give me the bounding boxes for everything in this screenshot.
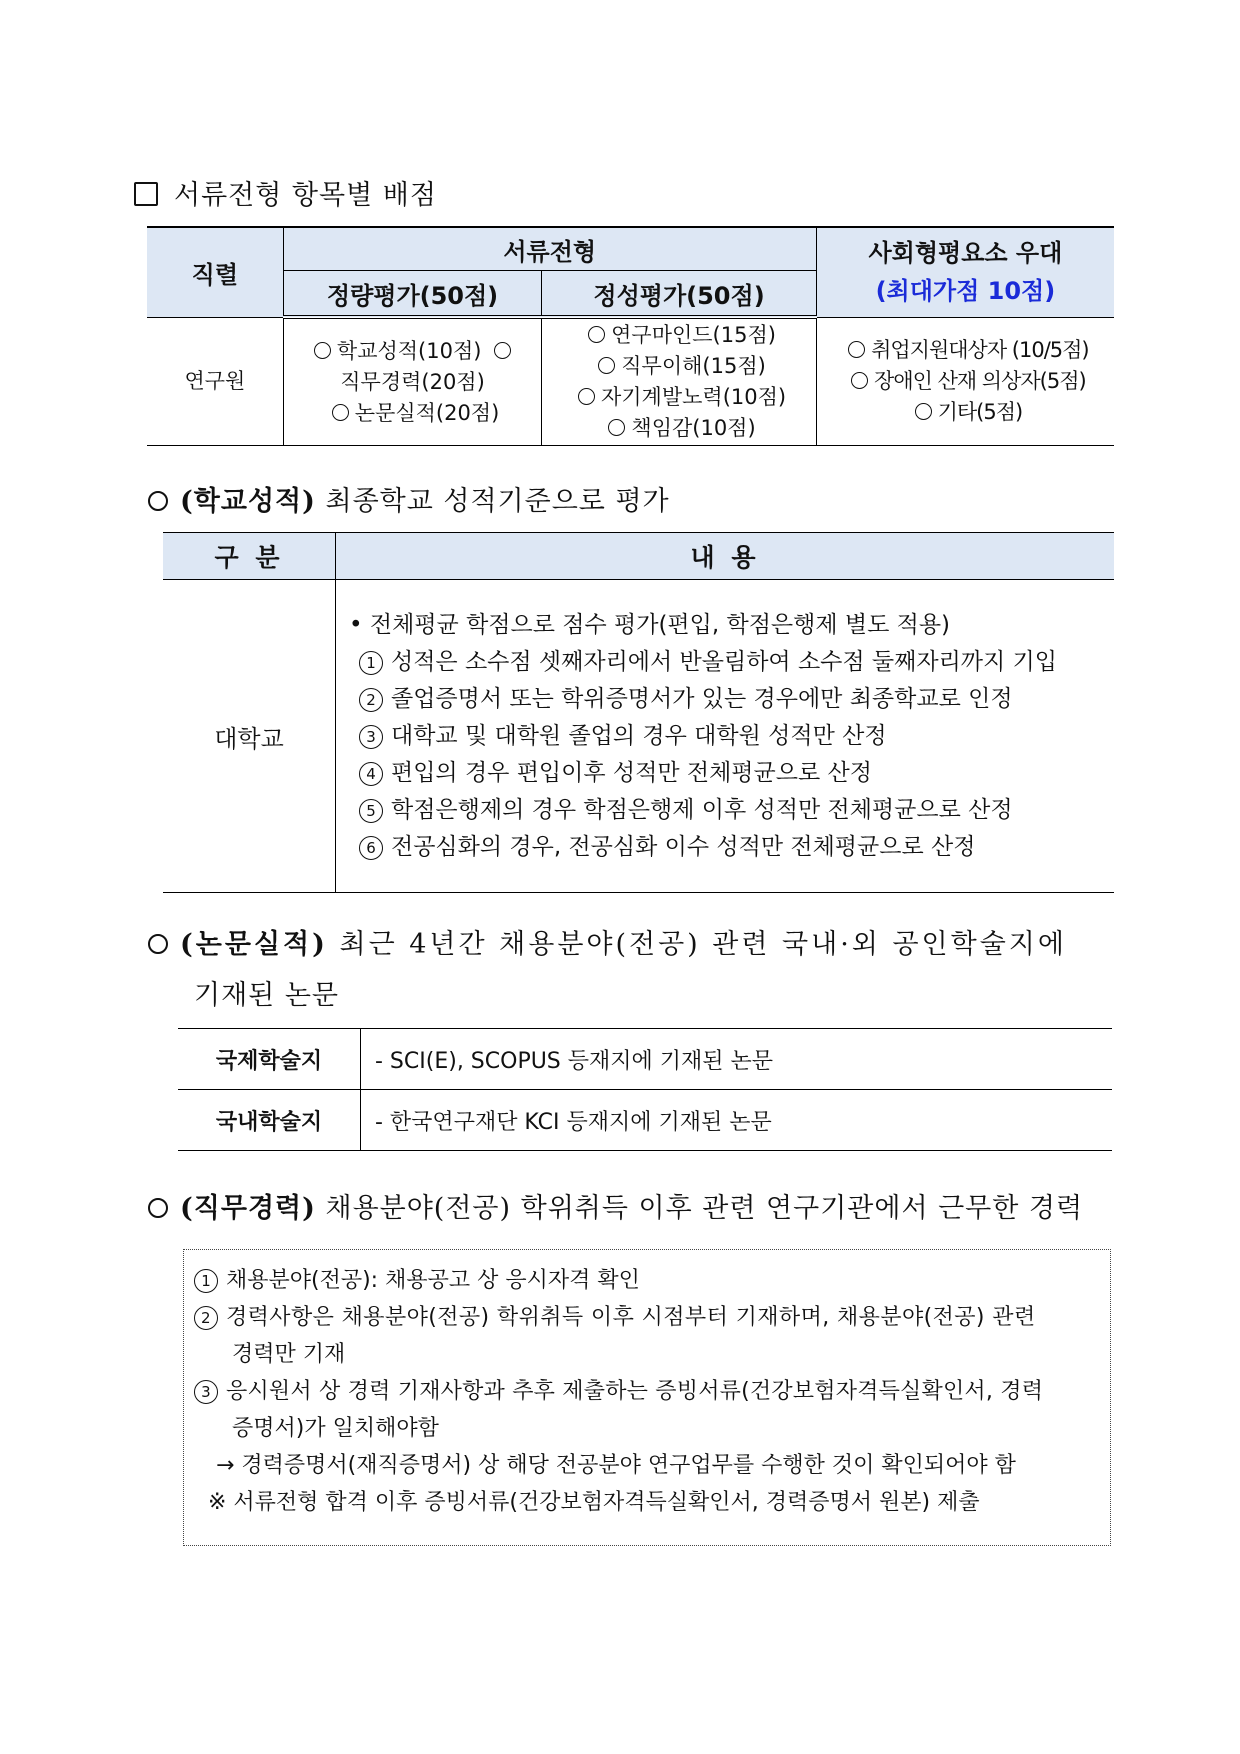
header-quant: 정량평가(50점) [283, 271, 542, 318]
cell-quant [283, 317, 542, 446]
bullet-text: 전체평균 학점으로 점수 평가(편입, 학점은행제 별도 적용) [369, 611, 951, 638]
note-text: 채용분야(전공): 채용공고 상 응시자격 확인 [226, 1268, 640, 1293]
qual-item: 연구마인드(15점) [611, 323, 776, 347]
list-item [349, 644, 1113, 681]
item-text: 전공심화의 경우, 전공심화 이수 성적만 전체평균으로 산정 [391, 833, 976, 860]
circle-bullet-icon [608, 419, 625, 436]
circle-bullet-icon [314, 342, 331, 359]
header-social-title: 사회형평요소 우대 [868, 239, 1063, 268]
item-text: 성적은 소수점 셋째자리에서 반올림하여 소수점 둘째자리까지 기입 [391, 648, 1057, 675]
arrow-note: → 경력증명서(재직증명서) 상 해당 전공분야 연구업무를 수행한 것이 확인되어야 함 [216, 1453, 1016, 1478]
header-category: 구 분 [163, 533, 336, 580]
quant-item: 논문실적(20점) [354, 400, 500, 425]
number-circle-icon: 4 [359, 762, 383, 786]
qual-item: 직무이해(15점) [621, 354, 766, 378]
section-desc: 채용분야(전공) 학위취득 이후 관련 연구기관에서 근무한 경력 [325, 1193, 1084, 1224]
qual-item: 자기계발노력(10점) [600, 385, 787, 409]
circle-bullet-icon [148, 1198, 168, 1218]
section-label: (학교성적) [180, 486, 316, 517]
header-social [816, 227, 1114, 317]
list-item [349, 681, 1113, 718]
note-line-cont: 증명서)가 일치해야함 [232, 1416, 439, 1441]
number-circle-icon: 3 [359, 725, 383, 749]
quant-item: 학교성적(10점) [336, 338, 482, 363]
row-label-university: 대학교 [163, 580, 336, 893]
number-circle-icon: 2 [194, 1306, 218, 1330]
bullet-icon: • [349, 611, 370, 638]
circle-bullet-icon [848, 341, 865, 358]
note-text: 경력사항은 채용분야(전공) 학위취득 이후 시점부터 기재하며, 채용분야(전공) 관련 [226, 1305, 1036, 1330]
social-item: 취업지원대상자 (10/5점) [871, 337, 1089, 362]
value-intl-journal: - SCI(E), SCOPUS 등재지에 기재된 논문 [361, 1029, 1113, 1090]
list-item [349, 755, 1113, 792]
circle-bullet-icon [915, 403, 932, 420]
cell-social [816, 317, 1114, 446]
label-intl-journal: 국제학술지 [178, 1029, 361, 1090]
label-domestic-journal: 국내학술지 [178, 1090, 361, 1151]
number-circle-icon: 5 [359, 799, 383, 823]
score-table [147, 226, 1114, 446]
number-circle-icon: 1 [194, 1269, 218, 1293]
school-grade-table [163, 532, 1114, 893]
circle-bullet-icon [598, 357, 615, 374]
quant-item: 직무경력(20점) [340, 369, 485, 394]
number-circle-icon: 2 [359, 688, 383, 712]
cell-qual [542, 317, 816, 446]
list-item [349, 829, 1113, 866]
list-item [349, 607, 1113, 644]
item-text: 대학교 및 대학원 졸업의 경우 대학원 성적만 산정 [391, 722, 887, 749]
circle-bullet-icon [494, 342, 511, 359]
note-line [194, 1373, 1100, 1410]
section-label: (논문실적) [180, 929, 328, 960]
header-position: 직렬 [147, 227, 283, 317]
number-circle-icon: 1 [359, 651, 383, 675]
item-text: 졸업증명서 또는 학위증명서가 있는 경우에만 최종학교로 인정 [391, 685, 1013, 712]
section-title: 서류전형 항목별 배점 [174, 180, 437, 211]
header-qual: 정성평가(50점) [542, 271, 816, 318]
value-domestic-journal: - 한국연구재단 KCI 등재지에 기재된 논문 [361, 1090, 1113, 1151]
number-circle-icon: 3 [194, 1380, 218, 1404]
number-circle-icon: 6 [359, 836, 383, 860]
section-desc-cont: 기재된 논문 [194, 980, 339, 1011]
note-line [194, 1299, 1100, 1336]
item-text: 편입의 경우 편입이후 성적만 전체평균으로 산정 [391, 759, 872, 786]
header-document: 서류전형 [283, 227, 816, 271]
social-item: 기타(5점) [937, 399, 1023, 424]
circle-bullet-icon [578, 388, 595, 405]
square-bullet-icon [134, 182, 158, 206]
career-notes-box [183, 1249, 1111, 1546]
note-line [194, 1262, 1100, 1299]
paper-table [178, 1028, 1112, 1151]
section-desc: 최근 4년간 채용분야(전공) 관련 국내·외 공인학술지에 [339, 929, 1067, 960]
row-position: 연구원 [147, 317, 283, 446]
list-item [349, 718, 1113, 755]
section-heading-paper [148, 922, 1114, 1012]
item-text: 학점은행제의 경우 학점은행제 이후 성적만 전체평균으로 산정 [391, 796, 1013, 823]
circle-bullet-icon [148, 491, 168, 511]
section-heading-career [148, 1186, 1083, 1225]
circle-bullet-icon [148, 934, 168, 954]
reference-note: ※ 서류전형 합격 이후 증빙서류(건강보험자격득실확인서, 경력증명서 원본) 제출 [208, 1490, 980, 1515]
header-social-bonus: (최대가점 10점) [875, 277, 1056, 306]
note-line-cont: 경력만 기재 [232, 1342, 346, 1367]
list-item [349, 792, 1113, 829]
circle-bullet-icon [851, 372, 868, 389]
circle-bullet-icon [588, 326, 605, 343]
circle-bullet-icon [332, 404, 349, 421]
section-heading-score [134, 173, 437, 212]
header-content: 내 용 [336, 533, 1115, 580]
section-label: (직무경력) [180, 1193, 316, 1224]
note-text: 응시원서 상 경력 기재사항과 추후 제출하는 증빙서류(건강보험자격득실확인서, 경력 [226, 1379, 1044, 1404]
qual-item: 책임감(10점) [631, 416, 756, 440]
section-heading-school [148, 479, 670, 518]
cell-content [336, 580, 1115, 893]
social-item: 장애인 산재 의상자(5점) [874, 368, 1086, 393]
section-desc: 최종학교 성적기준으로 평가 [325, 486, 670, 517]
